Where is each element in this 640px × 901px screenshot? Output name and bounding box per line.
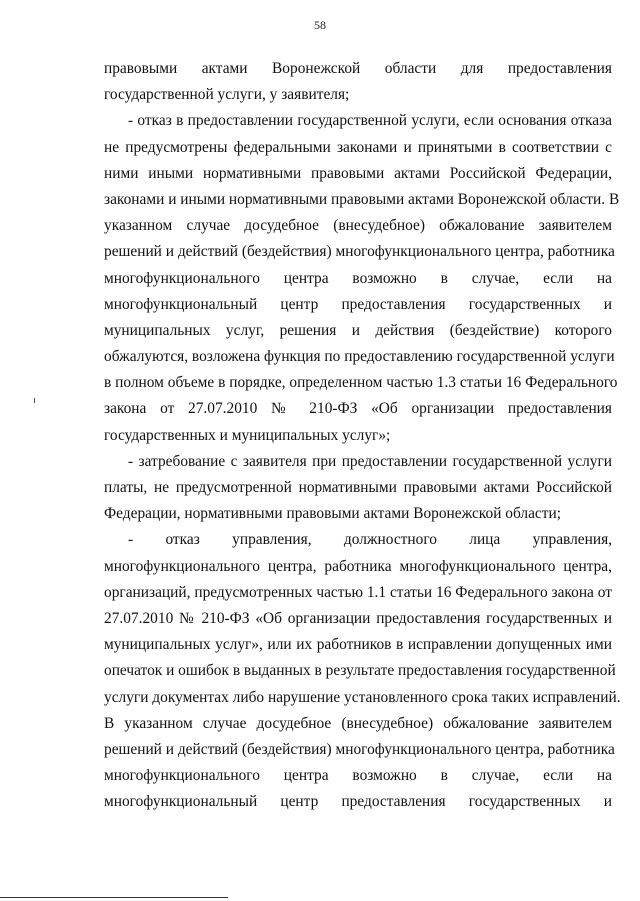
- text-line: 27.07.2010 № 210-ФЗ «Об организации предоставления государственных и: [104, 609, 612, 627]
- text-line: Федерации, нормативными правовыми актами Воронежской области;: [104, 505, 561, 523]
- text-line: многофункциональный центр предоставления государственных и: [104, 793, 612, 811]
- text-line: муниципальных услуг, решения и действия (бездействие) которого: [104, 321, 612, 339]
- text-line: многофункциональный центр предоставления государственных и: [104, 295, 612, 313]
- text-line: обжалуются, возложена функция по предоставлению государственной услуги: [104, 348, 615, 366]
- text-line: решений и действий (бездействия) многофункционального центра, работника: [104, 243, 615, 261]
- text-line: многофункционального центра возможно в случае, если на: [104, 767, 612, 785]
- text-line: организаций, предусмотренных частью 1.1 статьи 16 Федерального закона от: [104, 583, 612, 601]
- text-line: - отказ в предоставлении государственной услуги, если основания отказа: [128, 112, 612, 130]
- text-line: законами и иными нормативными правовыми актами Воронежской области. В: [104, 190, 620, 208]
- text-line: указанном случае досудебное (внесудебное) обжалование заявителем: [104, 217, 612, 235]
- text-line: решений и действий (бездействия) многофункционального центра, работника: [104, 740, 615, 758]
- text-line: услуги документах либо нарушение установленного срока таких исправлений.: [104, 688, 621, 706]
- text-line: в полном объеме в порядке, определенном частью 1.3 статьи 16 Федерального: [104, 374, 618, 392]
- text-line: - отказ управления, должностного лица управления,: [128, 531, 612, 549]
- scan-mark: [34, 398, 35, 403]
- text-line: многофункционального центра, работника многофункционального центра,: [104, 557, 612, 575]
- text-line: государственной услуги, у заявителя;: [104, 86, 350, 104]
- bottom-rule: [0, 897, 228, 898]
- text-line: многофункционального центра возможно в случае, если на: [104, 269, 612, 287]
- text-line: не предусмотрены федеральными законами и принятыми в соответствии с: [104, 138, 612, 156]
- text-line: правовыми актами Воронежской области для предоставления: [104, 60, 612, 77]
- page-number: 58: [314, 18, 326, 32]
- text-line: государственных и муниципальных услуг»;: [104, 426, 391, 444]
- text-line: платы, не предусмотренной нормативными правовыми актами Российской: [104, 479, 612, 496]
- text-line: В указанном случае досудебное (внесудебное) обжалование заявителем: [104, 714, 612, 732]
- text-line: ними иными нормативными правовыми актами Российской Федерации,: [104, 164, 612, 182]
- text-line: - затребование с заявителя при предоставлении государственной услуги: [128, 452, 612, 470]
- text-line: закона от 27.07.2010 № 210-ФЗ «Об организации предоставления: [104, 400, 612, 418]
- document-body: [104, 56, 621, 815]
- text-line: муниципальных услуг», или их работников в исправлении допущенных ими: [104, 636, 612, 654]
- text-line: опечаток и ошибок в выданных в результате предоставления государственной: [104, 662, 616, 680]
